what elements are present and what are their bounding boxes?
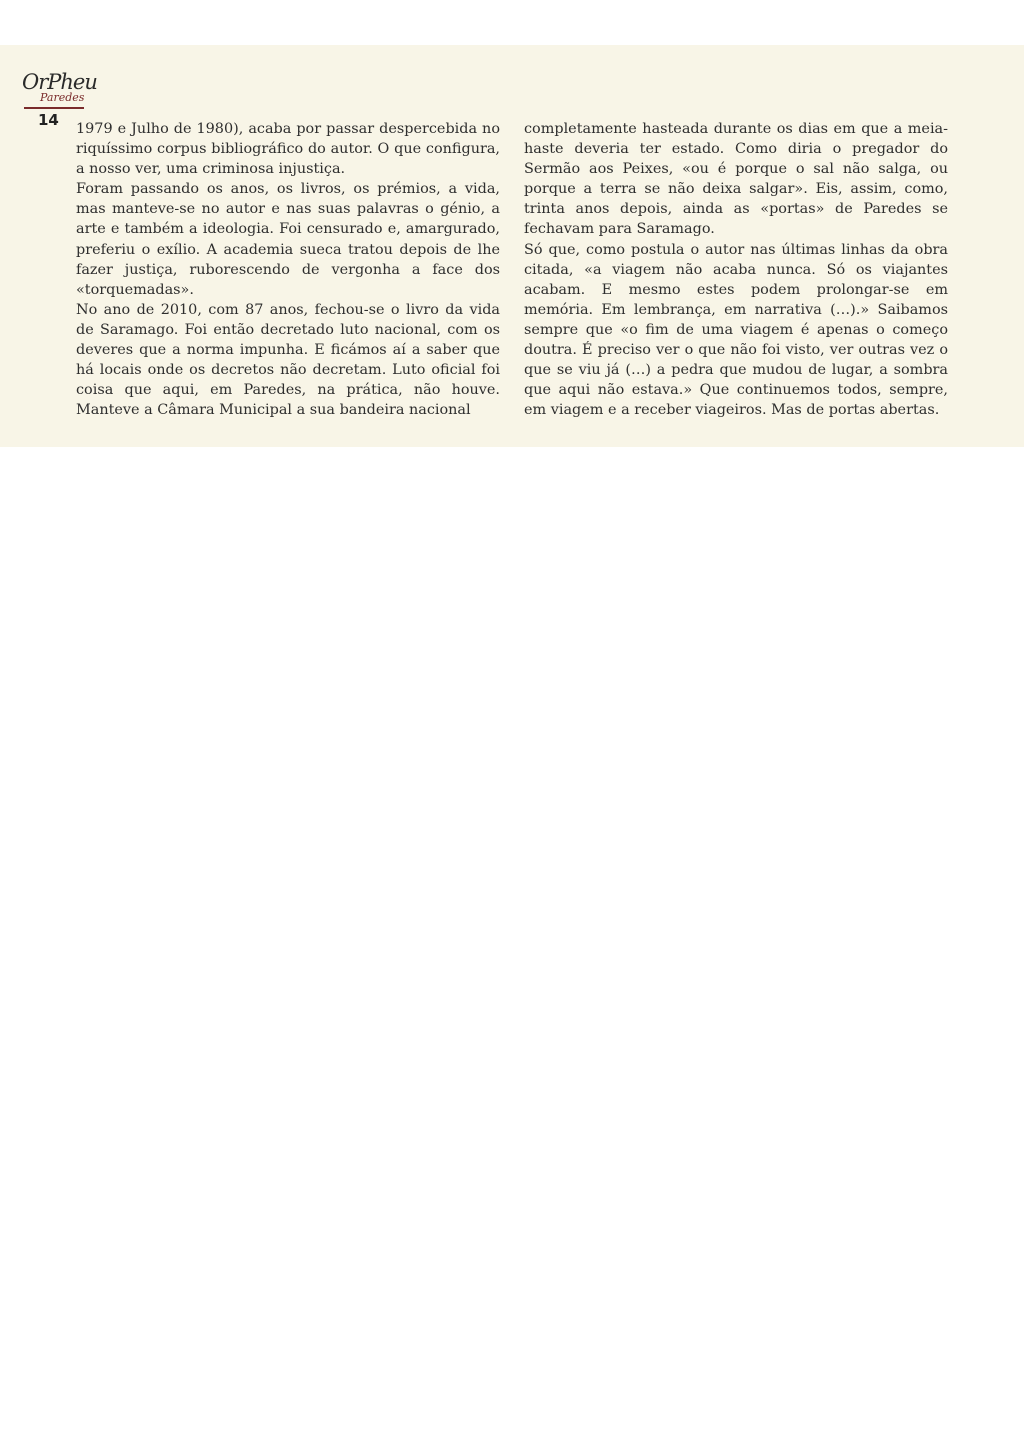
page-number: 14 [38,111,59,129]
right-paragraph-2: Só que, como postula o autor nas últimas linhas da obra citada, «a viagem não acaba nunca. Só os viajantes acabam. E mesmo estes podem prolongar-se em memória. Em lembrança, em narrativa (…).» Saibamos sempre que «o fim de uma viagem é apenas o começo doutra. É preciso ver o que não foi visto, ver outras vez o que se viu já (…) a pedra que mudou de lugar, a sombra que aqui não estava.» Que continuemos todos, sempre, em viagem e a receber viageiros. Mas de portas abertas. [524,241,948,419]
logo-underline [24,107,84,109]
left-paragraph-3: No ano de 2010, com 87 anos, fechou-se o livro da vida de Saramago. Foi então decretado luto nacional, com os deveres que a norma impunha. E ficámos aí a saber que há locais onde os decretos não decretam. Luto oficial foi coisa que aqui, em Paredes, na prática, não houve. Manteve a Câmara Municipal a sua bandeira nacional [76,301,500,419]
orpheu-paredes-logo [22,70,97,112]
logo-orpheu-text: OrPheu [22,70,97,94]
article-left-column [76,119,500,420]
logo-paredes-text: Paredes [40,91,85,104]
right-paragraph-1: completamente hasteada durante os dias em que a meia-haste deveria ter estado. Como diria o pregador do Sermão aos Peixes, «ou é porque o sal não salga, ou porque a terra se não deixa salgar». Eis, assim, como, trinta anos depois, ainda as «portas» de Paredes se fechavam para Saramago. [524,121,948,238]
left-paragraph-2: Foram passando os anos, os livros, os prémios, a vida, mas manteve-se no autor e nas suas palavras o génio, a arte e também a ideologia. Foi censurado e, amargurado, preferiu o exílio. A academia sueca tratou depois de lhe fazer justiça, ruborescendo de vergonha a face dos «torquemadas». [76,181,500,298]
article-right-column [524,119,948,420]
left-paragraph-1: 1979 e Julho de 1980), acaba por passar despercebida no riquíssimo corpus bibliográfico do autor. O que configura, a nosso ver, uma criminosa injustiça. [76,121,500,178]
